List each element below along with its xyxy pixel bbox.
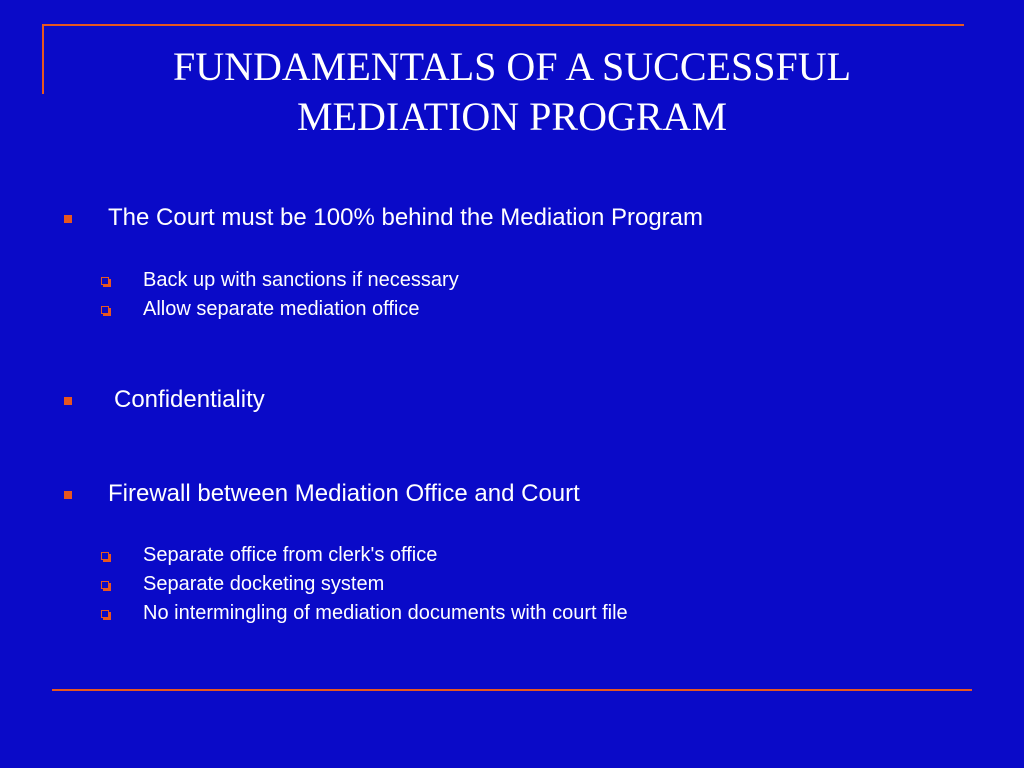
left-decorative-rule	[42, 24, 44, 94]
sub-bullet-text: Separate office from clerk's office	[143, 544, 438, 566]
bullet-text: The Court must be 100% behind the Mediation Program	[108, 204, 703, 231]
hollow-square-bullet-icon	[101, 277, 109, 285]
hollow-square-bullet-icon	[101, 610, 109, 618]
top-decorative-rule	[42, 24, 964, 26]
hollow-square-bullet-icon	[101, 581, 109, 589]
slide-title-line-1: FUNDAMENTALS OF A SUCCESSFUL	[172, 44, 852, 89]
square-bullet-icon	[64, 397, 72, 405]
bullet-item	[114, 385, 265, 415]
bullet-text: Firewall between Mediation Office and Court	[108, 480, 580, 507]
slide-title	[60, 42, 964, 142]
square-bullet-icon	[64, 491, 72, 499]
sub-bullet-item	[143, 267, 459, 293]
sub-bullet-item	[143, 600, 628, 626]
sub-bullet-text: Allow separate mediation office	[143, 298, 420, 320]
bullet-text: Confidentiality	[114, 386, 265, 413]
bullet-item	[108, 479, 580, 509]
hollow-square-bullet-icon	[101, 306, 109, 314]
bullet-item	[108, 203, 703, 233]
sub-bullet-item	[143, 296, 419, 322]
sub-bullet-item	[143, 571, 384, 597]
sub-bullet-text: No intermingling of mediation documents with court file	[143, 602, 628, 624]
bottom-decorative-rule	[52, 689, 972, 691]
sub-bullet-item	[143, 542, 437, 568]
slide-title-line-2: MEDIATION PROGRAM	[296, 94, 728, 139]
hollow-square-bullet-icon	[101, 552, 109, 560]
sub-bullet-text: Back up with sanctions if necessary	[143, 269, 459, 291]
sub-bullet-text: Separate docketing system	[143, 573, 385, 595]
square-bullet-icon	[64, 215, 72, 223]
